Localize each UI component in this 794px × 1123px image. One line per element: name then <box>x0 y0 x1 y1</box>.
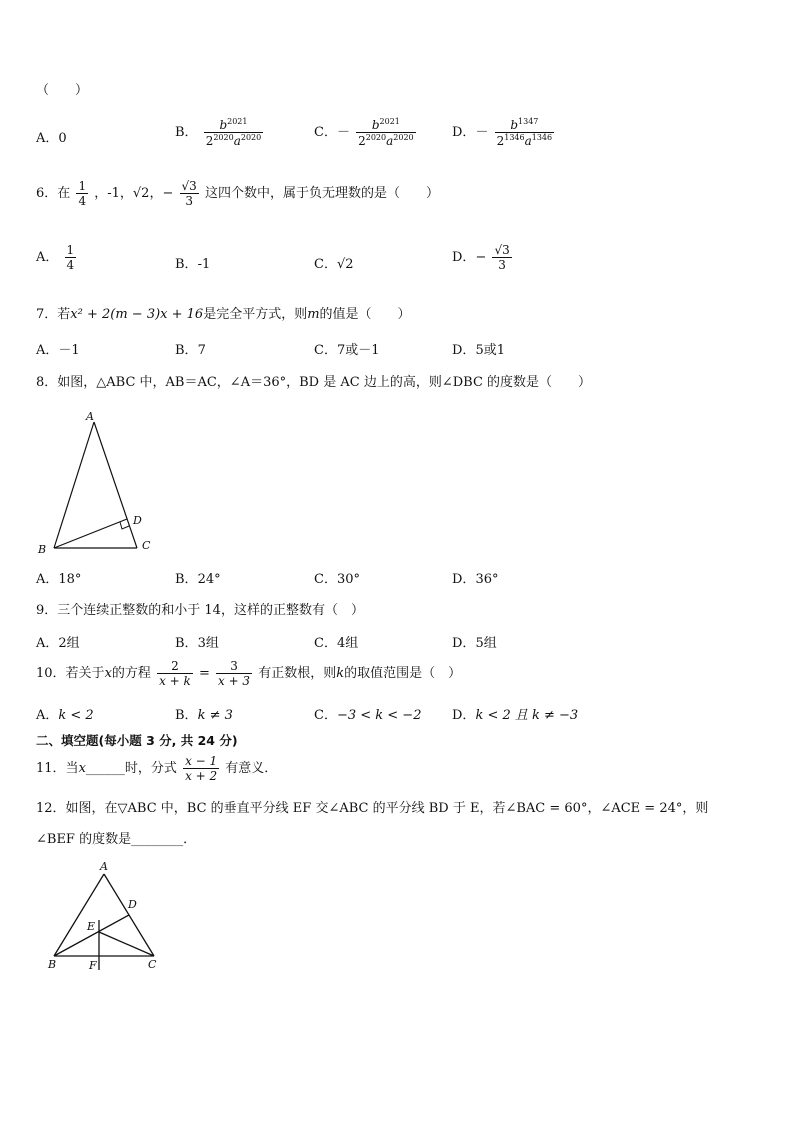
q9-stem: 9．三个连续正整数的和小于 14，这样的正整数有（ ） <box>36 603 364 618</box>
q6-option-d: D．− $\frac{√3}{3}$ <box>452 243 510 272</box>
q5-option-a: A．0 <box>36 131 67 146</box>
q6-option-b: B．-1 <box>175 257 211 272</box>
q9-option-c: C．4组 <box>314 636 359 651</box>
q6-option-a: A． $\frac{1}{4}$ <box>36 243 75 272</box>
q10-stem: 10．若关于x的方程 $\frac{2}{x + k}$ = $\frac{3}{x + 3}$ 有正数根，则k的取值范围是（ ） <box>36 659 462 688</box>
q12-label-d: D <box>128 898 137 911</box>
q9-option-b: B．3组 <box>175 636 219 651</box>
q12-segment-ce <box>99 932 154 956</box>
q10-option-b: B．k ≠ 3 <box>175 708 233 723</box>
q12-blank[interactable]: ________ <box>131 832 184 847</box>
q8-height-bd <box>54 519 127 548</box>
q8-option-b: B．24° <box>175 572 221 587</box>
q11-blank[interactable]: ______ <box>85 761 125 776</box>
q8-label-b: B <box>38 543 47 556</box>
q10-option-d: D．k < 2 且 k ≠ −3 <box>452 708 579 723</box>
q5-option-b: B． $\frac{b^{2021}}{2^{2020}a^{2020}}$ <box>175 117 262 148</box>
q8-option-c: C．30° <box>314 572 360 587</box>
q12-label-c: C <box>148 958 157 971</box>
q8-label-d: D <box>133 514 142 527</box>
q12-side-ab <box>54 874 104 956</box>
q5-option-d: D．－ $\frac{b^{1347}}{2^{1346}a^{1346}}$ <box>452 117 553 148</box>
q9-option-a: A．2组 <box>36 636 80 651</box>
q7-option-b: B．7 <box>175 343 206 358</box>
q12-label-a: A <box>100 860 108 873</box>
q7-option-a: A．－1 <box>36 343 80 358</box>
q8-triangle-figure <box>34 408 174 558</box>
q8-right-angle-mark <box>120 522 129 529</box>
q10-option-c: C．−3 < k < −2 <box>314 708 422 723</box>
q12-stem-line2: ∠BEF 的度数是________． <box>36 832 197 847</box>
q12-triangle-figure <box>44 858 174 978</box>
q8-label-c: C <box>142 539 151 552</box>
q8-stem: 8．如图，△ABC 中，AB＝AC，∠A＝36°，BD 是 AC 边上的高，则∠DBC 的度数是（ ） <box>36 375 592 390</box>
q7-option-d: D．5或1 <box>452 343 505 358</box>
q7-option-c: C．7或－1 <box>314 343 380 358</box>
q11-stem: 11．当x______时，分式 $\frac{x - 1}{x + 2}$ 有意义． <box>36 754 278 783</box>
q9-option-d: D．5组 <box>452 636 497 651</box>
q5-paren: （ ） <box>36 83 89 98</box>
q12-stem-line1: 12．如图，在▽ABC 中，BC 的垂直平分线 EF 交∠ABC 的平分线 BD 于 E，若∠BAC = 60°，∠ACE = 24°，则 <box>36 801 709 816</box>
q8-option-d: D．36° <box>452 572 499 587</box>
q7-stem: 7．若x² + 2(m − 3)x + 16是完全平方式，则m的值是（ ） <box>36 307 411 322</box>
q6-stem: 6．在 $\frac{1}{4}$ ，-1，√2，− $\frac{√3}{3}$ 这四个数中，属于负无理数的是（ ） <box>36 179 439 208</box>
q12-label-e: E <box>87 920 96 933</box>
q8-label-a: A <box>86 410 94 423</box>
q12-label-f: F <box>89 959 97 972</box>
section-2-heading: 二、填空题(每小题 3 分, 共 24 分) <box>36 733 238 748</box>
q10-option-a: A．k < 2 <box>36 708 94 723</box>
q8-side-ab <box>54 422 94 548</box>
q12-label-b: B <box>48 958 57 971</box>
q6-option-c: C．√2 <box>314 257 354 272</box>
q8-option-a: A．18° <box>36 572 82 587</box>
q5-option-c: C．－ $\frac{b^{2021}}{2^{2020}a^{2020}}$ <box>314 117 414 148</box>
